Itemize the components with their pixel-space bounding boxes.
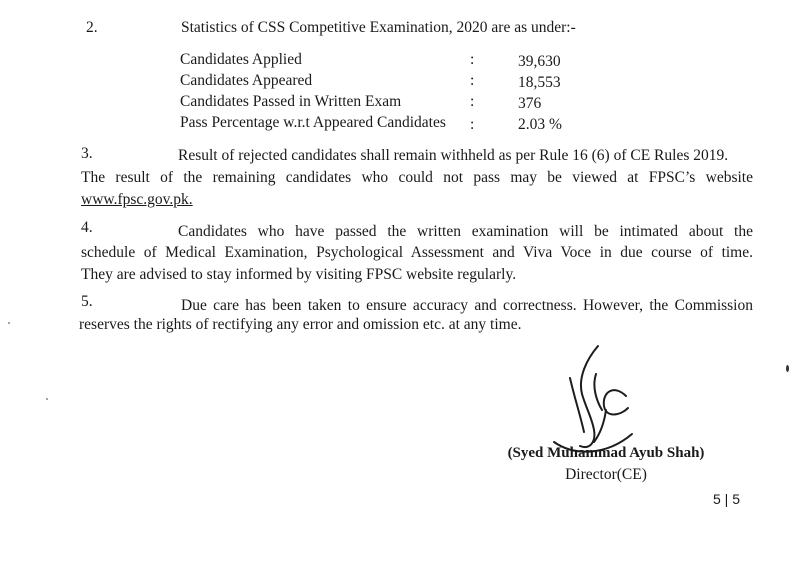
section-5-line-1: Due care has been taken to ensure accuracy and correctness. However, the Commission <box>181 297 753 314</box>
section-5-line-2: reserves the rights of rectifying any error and omission etc. at any time. <box>79 316 522 333</box>
fpsc-website-link[interactable]: www.fpsc.gov.pk. <box>81 190 193 208</box>
stat-value: 2.03 % <box>518 116 562 133</box>
section-5-first-line <box>181 295 753 317</box>
section-3-body <box>81 167 753 210</box>
scan-speck <box>46 398 48 400</box>
stat-colon: : <box>470 116 475 133</box>
stat-label: Candidates Appeared <box>180 72 313 89</box>
page-number: 5 | 5 <box>713 491 740 507</box>
scan-speck <box>8 322 10 324</box>
signatory-name: (Syed Muhammad Ayub Shah) <box>507 445 705 461</box>
section-4-line-1: Candidates who have passed the written examination will be intimated about the <box>178 223 753 240</box>
scan-speck <box>786 365 789 372</box>
stat-label: Candidates Applied <box>180 51 302 68</box>
section-4-line-2: schedule of Medical Examination, Psychological Assessment and Viva Voce in due course of time. <box>81 244 753 261</box>
signatory-designation: Director(CE) <box>565 466 647 483</box>
section-3-number: 3. <box>81 145 93 162</box>
stat-colon: : <box>470 93 475 110</box>
stat-label: Pass Percentage w.r.t Appeared Candidates <box>180 114 446 131</box>
stat-value: 18,553 <box>518 74 561 91</box>
stat-colon: : <box>470 51 475 68</box>
section-2-number: 2. <box>86 19 98 36</box>
signature-block <box>499 445 713 484</box>
section-4-first-line <box>178 221 753 243</box>
section-4-line-3: They are advised to stay informed by visiting FPSC website regularly. <box>81 265 517 283</box>
section-5-number: 5. <box>81 293 93 310</box>
stat-colon: : <box>470 72 475 89</box>
section-3-line-1: Result of rejected candidates shall remain withheld as per Rule 16 (6) of CE Rules 2019. <box>178 147 729 164</box>
section-2-heading: Statistics of CSS Competitive Examination, 2020 are as under:- <box>181 19 576 36</box>
section-4-body <box>81 242 753 285</box>
stat-value: 39,630 <box>518 53 561 70</box>
stat-label: Candidates Passed in Written Exam <box>180 93 402 110</box>
stat-value: 376 <box>518 95 542 112</box>
section-3-line-2: The result of the remaining candidates who could not pass may be viewed at FPSC’s website <box>81 169 753 186</box>
section-4-number: 4. <box>81 219 93 236</box>
